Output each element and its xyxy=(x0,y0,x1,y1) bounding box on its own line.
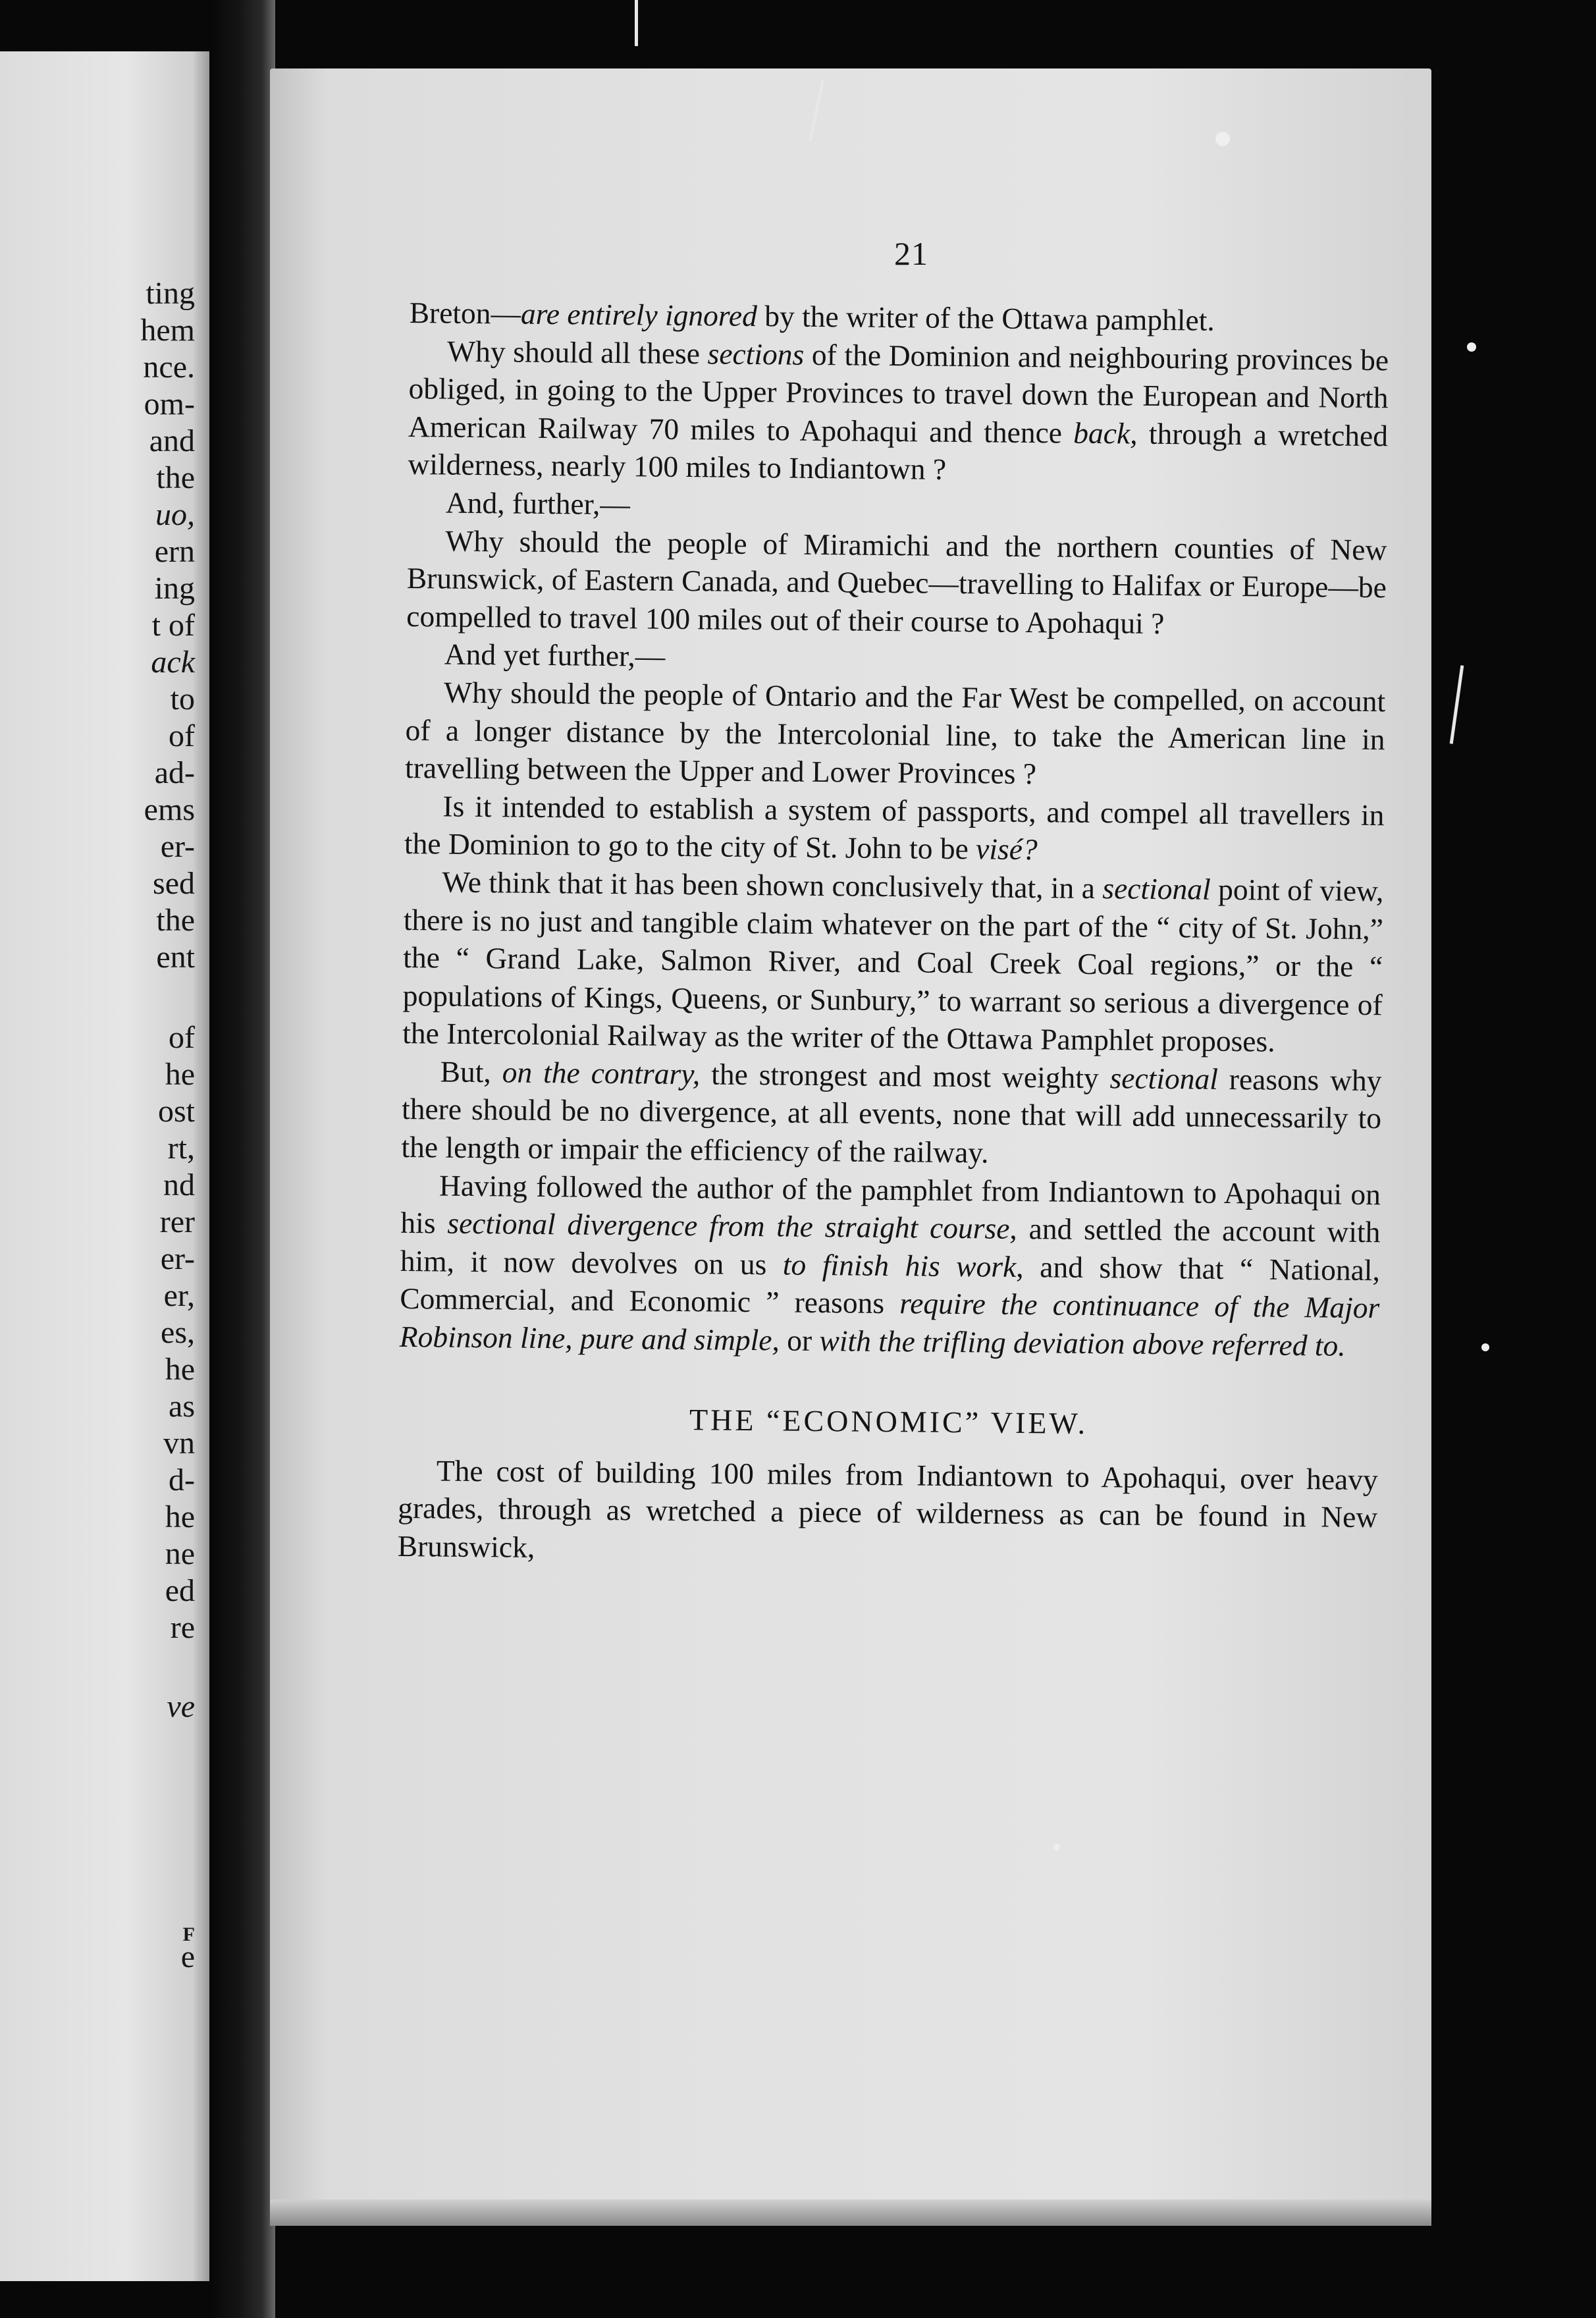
left-page-fragment: the xyxy=(156,460,195,495)
left-page-fragment: t of xyxy=(151,608,195,643)
transition-line: And yet further,— xyxy=(444,637,666,674)
left-page-fragment: sed xyxy=(153,866,195,901)
page-bottom-edge xyxy=(270,2199,1431,2226)
page-number: 21 xyxy=(894,235,928,272)
left-page-fragment: rt, xyxy=(167,1131,195,1166)
scan-artifact xyxy=(1481,1343,1489,1351)
transition-line: And, further,— xyxy=(445,485,631,522)
left-page-fragment: he xyxy=(165,1057,195,1092)
left-page-fragment: er, xyxy=(163,1278,195,1313)
paragraph: Is it intended to establish a system of passports, and compel all travellers in the Dominion to go to the city of St. John to be visé? xyxy=(404,789,1385,867)
scan-artifact xyxy=(635,0,638,46)
left-page-fragment: e xyxy=(180,1939,195,1974)
paragraph: We think that it has been shown conclusively that, in a sectional point of view, there is no just and tangible claim whatever on the part of the “ city of St. John,” the “ Grand Lake, Salmon River, and Coal Creek Coal regions,” or the “ populations of Kings, Queens, or Sunbury,” to warrant so serious a divergence of the Intercolonial Railway as the writer of the Ottawa Pamphlet proposes. xyxy=(402,865,1384,1058)
paragraph: Why should the people of Miramichi and the northern counties of New Brunswick, of Eastern Canada, and Quebec—travelling to Halifax or Europe—be compelled to travel 100 miles out of their course to Apohaqui ? xyxy=(406,524,1387,640)
left-page-fragment: ent xyxy=(156,940,195,975)
left-page-fragment: as xyxy=(169,1389,195,1424)
left-page-fragment: he xyxy=(165,1499,195,1534)
left-page-fragment: ern xyxy=(154,534,195,569)
paragraph: Having followed the author of the pamphlet from Indiantown to Apohaqui on his sectional divergence from the straight course, and settled the account with him, it now devolves on us to finish his work, and show that “ National, Commercial, and Economic ” reasons require the continuance of the Major Robinson line, pure and simple, or with the trifling deviation above referred to. xyxy=(399,1168,1381,1362)
left-page-fragment: and xyxy=(149,423,195,458)
book-gutter-shadow xyxy=(209,0,275,2318)
left-page-fragment: es, xyxy=(161,1315,195,1350)
left-page-fragment: ems xyxy=(144,792,195,827)
left-page-fragment: ost xyxy=(157,1094,195,1129)
left-page-fragment: ing xyxy=(154,571,195,606)
left-page-fragment: to xyxy=(170,682,195,716)
left-page-fragment: F xyxy=(182,1924,195,1945)
left-page-fragment: the xyxy=(156,903,195,938)
left-page-fragment: om- xyxy=(144,387,195,421)
left-page-fragment: ack xyxy=(151,645,195,680)
left-page-fragment: ve xyxy=(167,1689,195,1724)
left-page-fragment: hem xyxy=(140,313,195,348)
left-page-fragment: er- xyxy=(160,1241,195,1276)
left-page-fragment: vn xyxy=(163,1426,195,1461)
left-page-fragment: ne xyxy=(165,1536,195,1571)
left-page-fragment: ting xyxy=(146,276,195,311)
left-page-fragment: of xyxy=(169,718,195,753)
previous-page xyxy=(0,51,209,2281)
paragraph: Breton—are entirely ignored by the writer of the Ottawa pamphlet. xyxy=(409,295,1215,337)
left-page-fragment: nce. xyxy=(143,350,195,385)
left-page-fragment: rer xyxy=(159,1204,195,1239)
left-page-fragment: of xyxy=(169,1020,195,1055)
left-page-fragment: ed xyxy=(165,1573,195,1608)
left-page-fragment: he xyxy=(165,1352,195,1387)
paragraph: Why should all these sections of the Dominion and neighbouring provinces be obliged, in going to the Upper Provinces to travel down the European and North American Railway 70 miles to Apohaqui and thence back, through a wretched wilderness, nearly 100 miles to Indiantown ? xyxy=(408,334,1389,487)
left-page-fragment: uo, xyxy=(155,497,195,532)
paragraph: But, on the contrary, the strongest and most weighty sectional reasons why there should be no divergence, at all events, none that will add unnecessarily to the length or impair the efficiency of the railway. xyxy=(401,1054,1382,1170)
left-page-fragment: nd xyxy=(163,1168,195,1202)
scan-artifact xyxy=(1053,1844,1060,1850)
scan-artifact xyxy=(1215,132,1230,146)
paragraph: The cost of building 100 miles from Indiantown to Apohaqui, over heavy grades, through as wretched a piece of wilderness as can be found in New Brunswick, xyxy=(397,1453,1379,1564)
section-heading: THE “ECONOMIC” VIEW. xyxy=(689,1402,1088,1440)
left-page-fragment: d- xyxy=(169,1463,195,1497)
page-body-text xyxy=(397,294,1389,1575)
left-page-fragment: ad- xyxy=(154,755,195,790)
left-page-fragment: er- xyxy=(160,829,195,864)
left-page-fragment: re xyxy=(170,1610,195,1645)
paragraph: Why should the people of Ontario and the Far West be compelled, on account of a longer distance by the Intercolonial line, to take the American line in travelling between the Upper and Lower Provinces ? xyxy=(404,675,1386,791)
scan-artifact xyxy=(1467,342,1476,352)
